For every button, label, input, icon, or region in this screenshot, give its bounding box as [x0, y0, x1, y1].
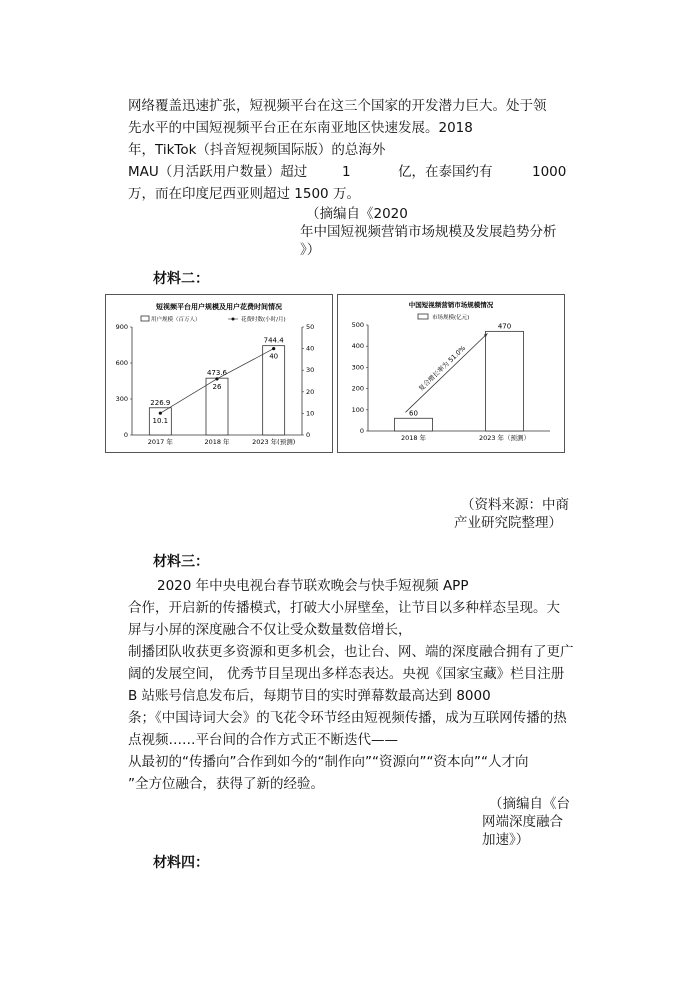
- chart2-y-tick-label: 100: [351, 405, 364, 414]
- chart-market-scale: [337, 294, 565, 453]
- material3-line-7: 条；《中国诗词大会》的飞花令环节经由短视频传播，成为互联网传播的热: [128, 710, 567, 726]
- material1-line-4d: 1000: [532, 164, 567, 180]
- chart1-right-tick-label: 30: [306, 366, 315, 375]
- chart2-bar-label: 470: [497, 322, 512, 331]
- chart1-time-label: 26: [212, 382, 222, 391]
- material1-source-3: 》）: [300, 242, 321, 258]
- chart2-legend: 市场规模(亿元): [432, 315, 470, 321]
- chart2-y-tick-label: 300: [351, 363, 364, 372]
- chart1-category-label: 2017 年: [147, 438, 173, 446]
- material3-line-4: 制播团队收获更多资源和更多机会，也让台、网、端的深度融合拥有了更广: [128, 644, 574, 660]
- chart1-category-label: 2018 年: [204, 438, 230, 446]
- chart1-time-point: [159, 412, 162, 415]
- chart1-bar-label: 744.4: [263, 336, 284, 345]
- chart1-left-tick-label: 900: [115, 323, 128, 331]
- chart2-y-tick-label: 500: [351, 321, 364, 329]
- chart1-bar-label: 473.6: [206, 369, 228, 378]
- chart1-time-point: [215, 377, 218, 380]
- chart1-time-label: 40: [269, 352, 279, 361]
- material3-source-1: （摘编自《台: [489, 796, 570, 812]
- chart1-right-tick-label: 20: [306, 387, 315, 396]
- material2-source-2: 产业研究院整理）: [454, 515, 562, 531]
- material1-line-2: 先水平的中国短视频平台正在东南亚地区快速发展。2018: [128, 120, 473, 136]
- chart1-time-label: 10.1: [152, 417, 169, 426]
- material4-heading: 材料四：: [153, 855, 209, 871]
- material3-line-5: 阔的发展空间， 优秀节目呈现出多样态表达。央视《国家宝藏》栏目注册: [128, 666, 565, 682]
- material1-line-1: 网络覆盖迅速扩张，短视频平台在这三个国家的开发潜力巨大。处于领: [128, 98, 547, 114]
- chart2-bar-label: 60: [409, 409, 418, 418]
- material2-heading: 材料二：: [153, 271, 209, 287]
- material3-source-3: 加速》）: [482, 832, 530, 848]
- material2-source-1: （资料来源：中商: [461, 497, 569, 513]
- material3-line-3: 屏与小屏的深度融合不仅让受众数量数倍增长，: [128, 622, 412, 638]
- chart1-right-tick-label: 50: [306, 323, 315, 331]
- chart1-right-tick-label: 40: [306, 344, 315, 353]
- chart2-growth-arrow: [406, 333, 488, 412]
- chart1-bar-label: 226.9: [150, 398, 171, 407]
- chart1-legend-bar: 用户规模（百万人）: [151, 317, 201, 323]
- chart2-y-tick-label: 0: [359, 427, 364, 435]
- chart2-title: 中国短视频营销市场规模情况: [408, 301, 494, 309]
- chart1-title: 短视频平台用户规模及用户花费时间情况: [156, 303, 282, 311]
- chart1-right-tick-label: 10: [306, 409, 315, 418]
- material3-line-1: 2020 年中央电视台春节联欢晚会与快手短视频 APP: [157, 578, 469, 594]
- chart1-right-tick-label: 0: [306, 431, 311, 439]
- chart-user-scale: [105, 294, 333, 453]
- chart1-category-label: 2023 年(预测): [252, 438, 296, 446]
- chart1-left-tick-label: 600: [115, 359, 128, 367]
- chart2-y-tick-label: 200: [351, 384, 364, 393]
- material1-line-5: 万，而在印度尼西亚则超过 1500 万。: [128, 186, 360, 202]
- material1-source-1: （摘编自《2020: [306, 206, 408, 222]
- chart1-left-tick-label: 300: [115, 395, 128, 403]
- chart2-bar: [486, 331, 524, 431]
- chart2-bar: [395, 418, 433, 431]
- material1-line-3: 年，TikTok（抖音短视频国际版）的总海外: [128, 142, 386, 158]
- material1-line-4b: 1: [342, 164, 351, 180]
- material3-line-8: 点视频……平台间的合作方式正不断迭代——: [128, 732, 398, 748]
- chart2-category-label: 2023 年（预测）: [478, 434, 531, 442]
- chart1-legend-line-dot: [232, 318, 235, 321]
- chart2-legend-swatch: [418, 314, 428, 319]
- material3-source-2: 网端深度融合: [482, 814, 563, 830]
- material3-heading: 材料三：: [153, 554, 209, 570]
- material3-line-10: ”全方位融合，获得了新的经验。: [128, 776, 324, 792]
- material3-line-9: 从最初的“传播向”合作到如今的“制作向”“资源向”“资本向”“人才向: [128, 754, 529, 770]
- chart1-left-tick-label: 0: [123, 431, 128, 439]
- chart2-category-label: 2018 年: [400, 434, 427, 442]
- material1-line-4a: MAU（月活跃用户数量）超过: [128, 164, 308, 180]
- material1-source-2: 年中国短视频营销市场规模及发展趋势分析: [300, 224, 557, 240]
- chart1-legend-bar-swatch: [141, 316, 149, 321]
- material3-line-2: 合作，开启新的传播模式，打破大小屏壁垒，让节目以多种样态呈现。大: [128, 600, 560, 616]
- chart1-legend-line: 花费时数(小时/月): [241, 317, 286, 323]
- chart2-annotation: 复合增长率为 51.0%: [417, 344, 468, 393]
- chart1-time-point: [272, 347, 275, 350]
- material3-line-6: B 站账号信息发布后，每期节目的实时弹幕数最高达到 8000: [128, 688, 491, 704]
- chart2-y-tick-label: 400: [351, 342, 364, 351]
- chart-user-scale-svg: [106, 295, 332, 452]
- material1-line-4c: 亿，在泰国约有: [398, 164, 493, 180]
- chart-market-scale-svg: [338, 295, 564, 452]
